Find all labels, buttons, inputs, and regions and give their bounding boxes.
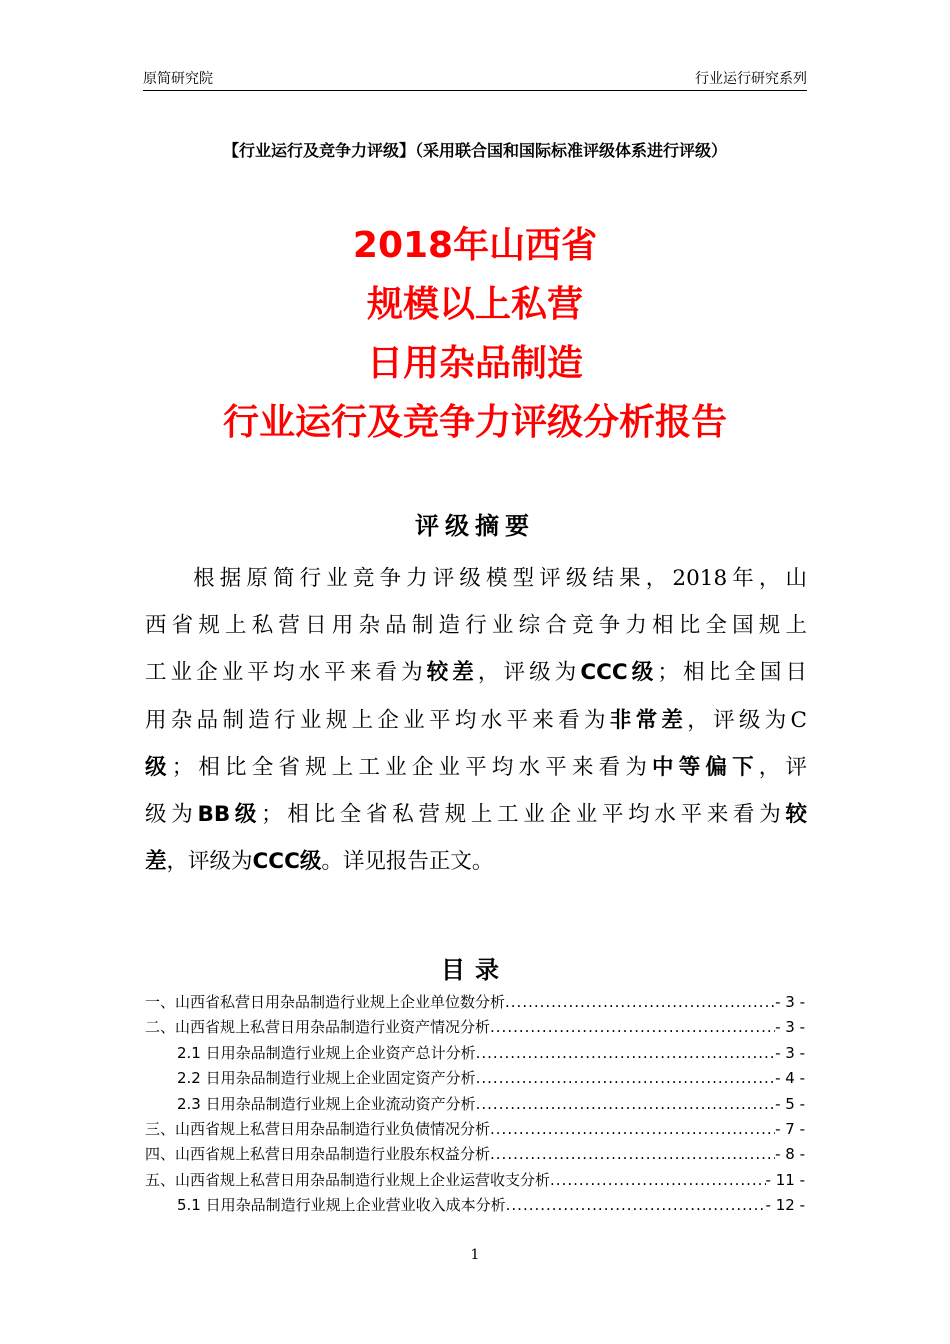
- summary-text: ；相比全省私营规上工业企业平均水平来看为: [261, 802, 786, 828]
- toc-label: 二、山西省规上私营日用杂品制造行业资产情况分析: [145, 1018, 491, 1037]
- toc-leader: [505, 990, 775, 1015]
- toc-leader: [476, 1092, 775, 1117]
- page-number: 1: [470, 1247, 480, 1263]
- toc-page: - 8 -: [775, 1145, 805, 1164]
- toc-heading: 目录: [441, 956, 509, 984]
- toc-leader: [476, 1041, 775, 1066]
- summary-text: ；相比全省规上工业企业平均水平来看为: [171, 754, 653, 780]
- toc-entry[interactable]: [145, 1041, 805, 1066]
- summary-line: [145, 649, 807, 696]
- rating-grade: 级: [145, 754, 172, 780]
- summary-text: 用杂品制造行业规上企业平均水平来看为: [145, 707, 610, 733]
- toc-page: - 11 -: [765, 1170, 805, 1189]
- toc-leader: [490, 1117, 775, 1142]
- rating-result: 中等偏下: [652, 754, 759, 780]
- summary-heading: 评级摘要: [415, 512, 535, 540]
- rating-subtitle: 【行业运行及竞争力评级】（采用联合国和国际标准评级体系进行评级）: [222, 141, 727, 160]
- toc-label: 2.3 日用杂品制造行业规上企业流动资产分析: [177, 1094, 476, 1113]
- toc-entry[interactable]: [145, 990, 805, 1015]
- toc-label: 五、山西省规上私营日用杂品制造行业规上企业运营收支分析: [145, 1170, 551, 1189]
- toc-entry[interactable]: [145, 1193, 805, 1218]
- rating-result: 差: [145, 849, 167, 875]
- toc-page: - 3 -: [775, 1018, 805, 1037]
- toc-leader: [476, 1066, 775, 1091]
- rating-grade: CCC级: [252, 849, 322, 875]
- toc-label: 2.1 日用杂品制造行业规上企业资产总计分析: [177, 1043, 476, 1062]
- page-header: [143, 66, 807, 91]
- toc-page: - 7 -: [775, 1120, 805, 1139]
- summary-text: 根据原简行业竞争力评级模型评级结果，2018年，山: [188, 566, 807, 591]
- title-line: 2018年山西省: [352, 225, 598, 266]
- toc-entry[interactable]: [145, 1168, 805, 1193]
- summary-text: ，评级为: [166, 849, 253, 875]
- table-of-contents: [145, 990, 805, 1219]
- toc-label: 一、山西省私营日用杂品制造行业规上企业单位数分析: [145, 993, 506, 1011]
- summary-text: ；相比全国日: [657, 660, 807, 686]
- summary-text: 工业企业平均水平来看为: [145, 660, 427, 686]
- toc-page: - 12 -: [765, 1196, 805, 1215]
- toc-page: - 3 -: [775, 993, 805, 1011]
- toc-page: - 5 -: [775, 1094, 805, 1113]
- toc-page: - 4 -: [775, 1069, 805, 1088]
- toc-label: 三、山西省规上私营日用杂品制造行业负债情况分析: [145, 1120, 491, 1139]
- toc-label: 5.1 日用杂品制造行业规上企业营业收入成本分析: [177, 1196, 506, 1215]
- toc-entry[interactable]: [145, 1015, 805, 1040]
- toc-leader: [506, 1193, 766, 1218]
- title-line: 日用杂品制造: [366, 343, 583, 384]
- summary-text: ，评级为: [477, 660, 581, 686]
- toc-entry[interactable]: [145, 1066, 805, 1091]
- title-line: 行业运行及竞争力评级分析报告: [222, 402, 727, 443]
- toc-entry[interactable]: [145, 1142, 805, 1167]
- summary-text: 。详见报告正文。: [321, 849, 494, 875]
- summary-line: [145, 744, 807, 791]
- summary-paragraph: [145, 555, 807, 885]
- toc-leader: [550, 1168, 766, 1193]
- rating-result: 非常差: [609, 707, 688, 733]
- toc-leader: [490, 1015, 775, 1040]
- summary-text: 西省规上私营日用杂品制造行业综合竞争力相比全国规上: [145, 613, 807, 639]
- summary-text: ，评级为C: [687, 707, 807, 733]
- title-line: 规模以上私营: [366, 284, 583, 325]
- toc-page: - 3 -: [775, 1043, 805, 1062]
- header-org: 原简研究院: [143, 71, 213, 87]
- summary-line: [145, 555, 807, 602]
- toc-entry[interactable]: [145, 1117, 805, 1142]
- toc-entry[interactable]: [145, 1092, 805, 1117]
- rating-result: 较差: [426, 660, 478, 686]
- rating-grade: BB级: [197, 802, 262, 828]
- rating-result: 较: [785, 802, 807, 828]
- report-title: [0, 216, 950, 452]
- summary-line: [145, 838, 807, 885]
- summary-text: ，评: [758, 754, 807, 780]
- summary-line: [145, 602, 807, 649]
- summary-line: [145, 697, 807, 744]
- toc-leader: [490, 1142, 775, 1167]
- toc-label: 四、山西省规上私营日用杂品制造行业股东权益分析: [145, 1145, 491, 1164]
- summary-text: 级为: [145, 802, 198, 828]
- toc-label: 2.2 日用杂品制造行业规上企业固定资产分析: [177, 1069, 476, 1088]
- summary-line: [145, 791, 807, 838]
- rating-grade: CCC级: [580, 660, 658, 686]
- header-series: 行业运行研究系列: [695, 71, 807, 87]
